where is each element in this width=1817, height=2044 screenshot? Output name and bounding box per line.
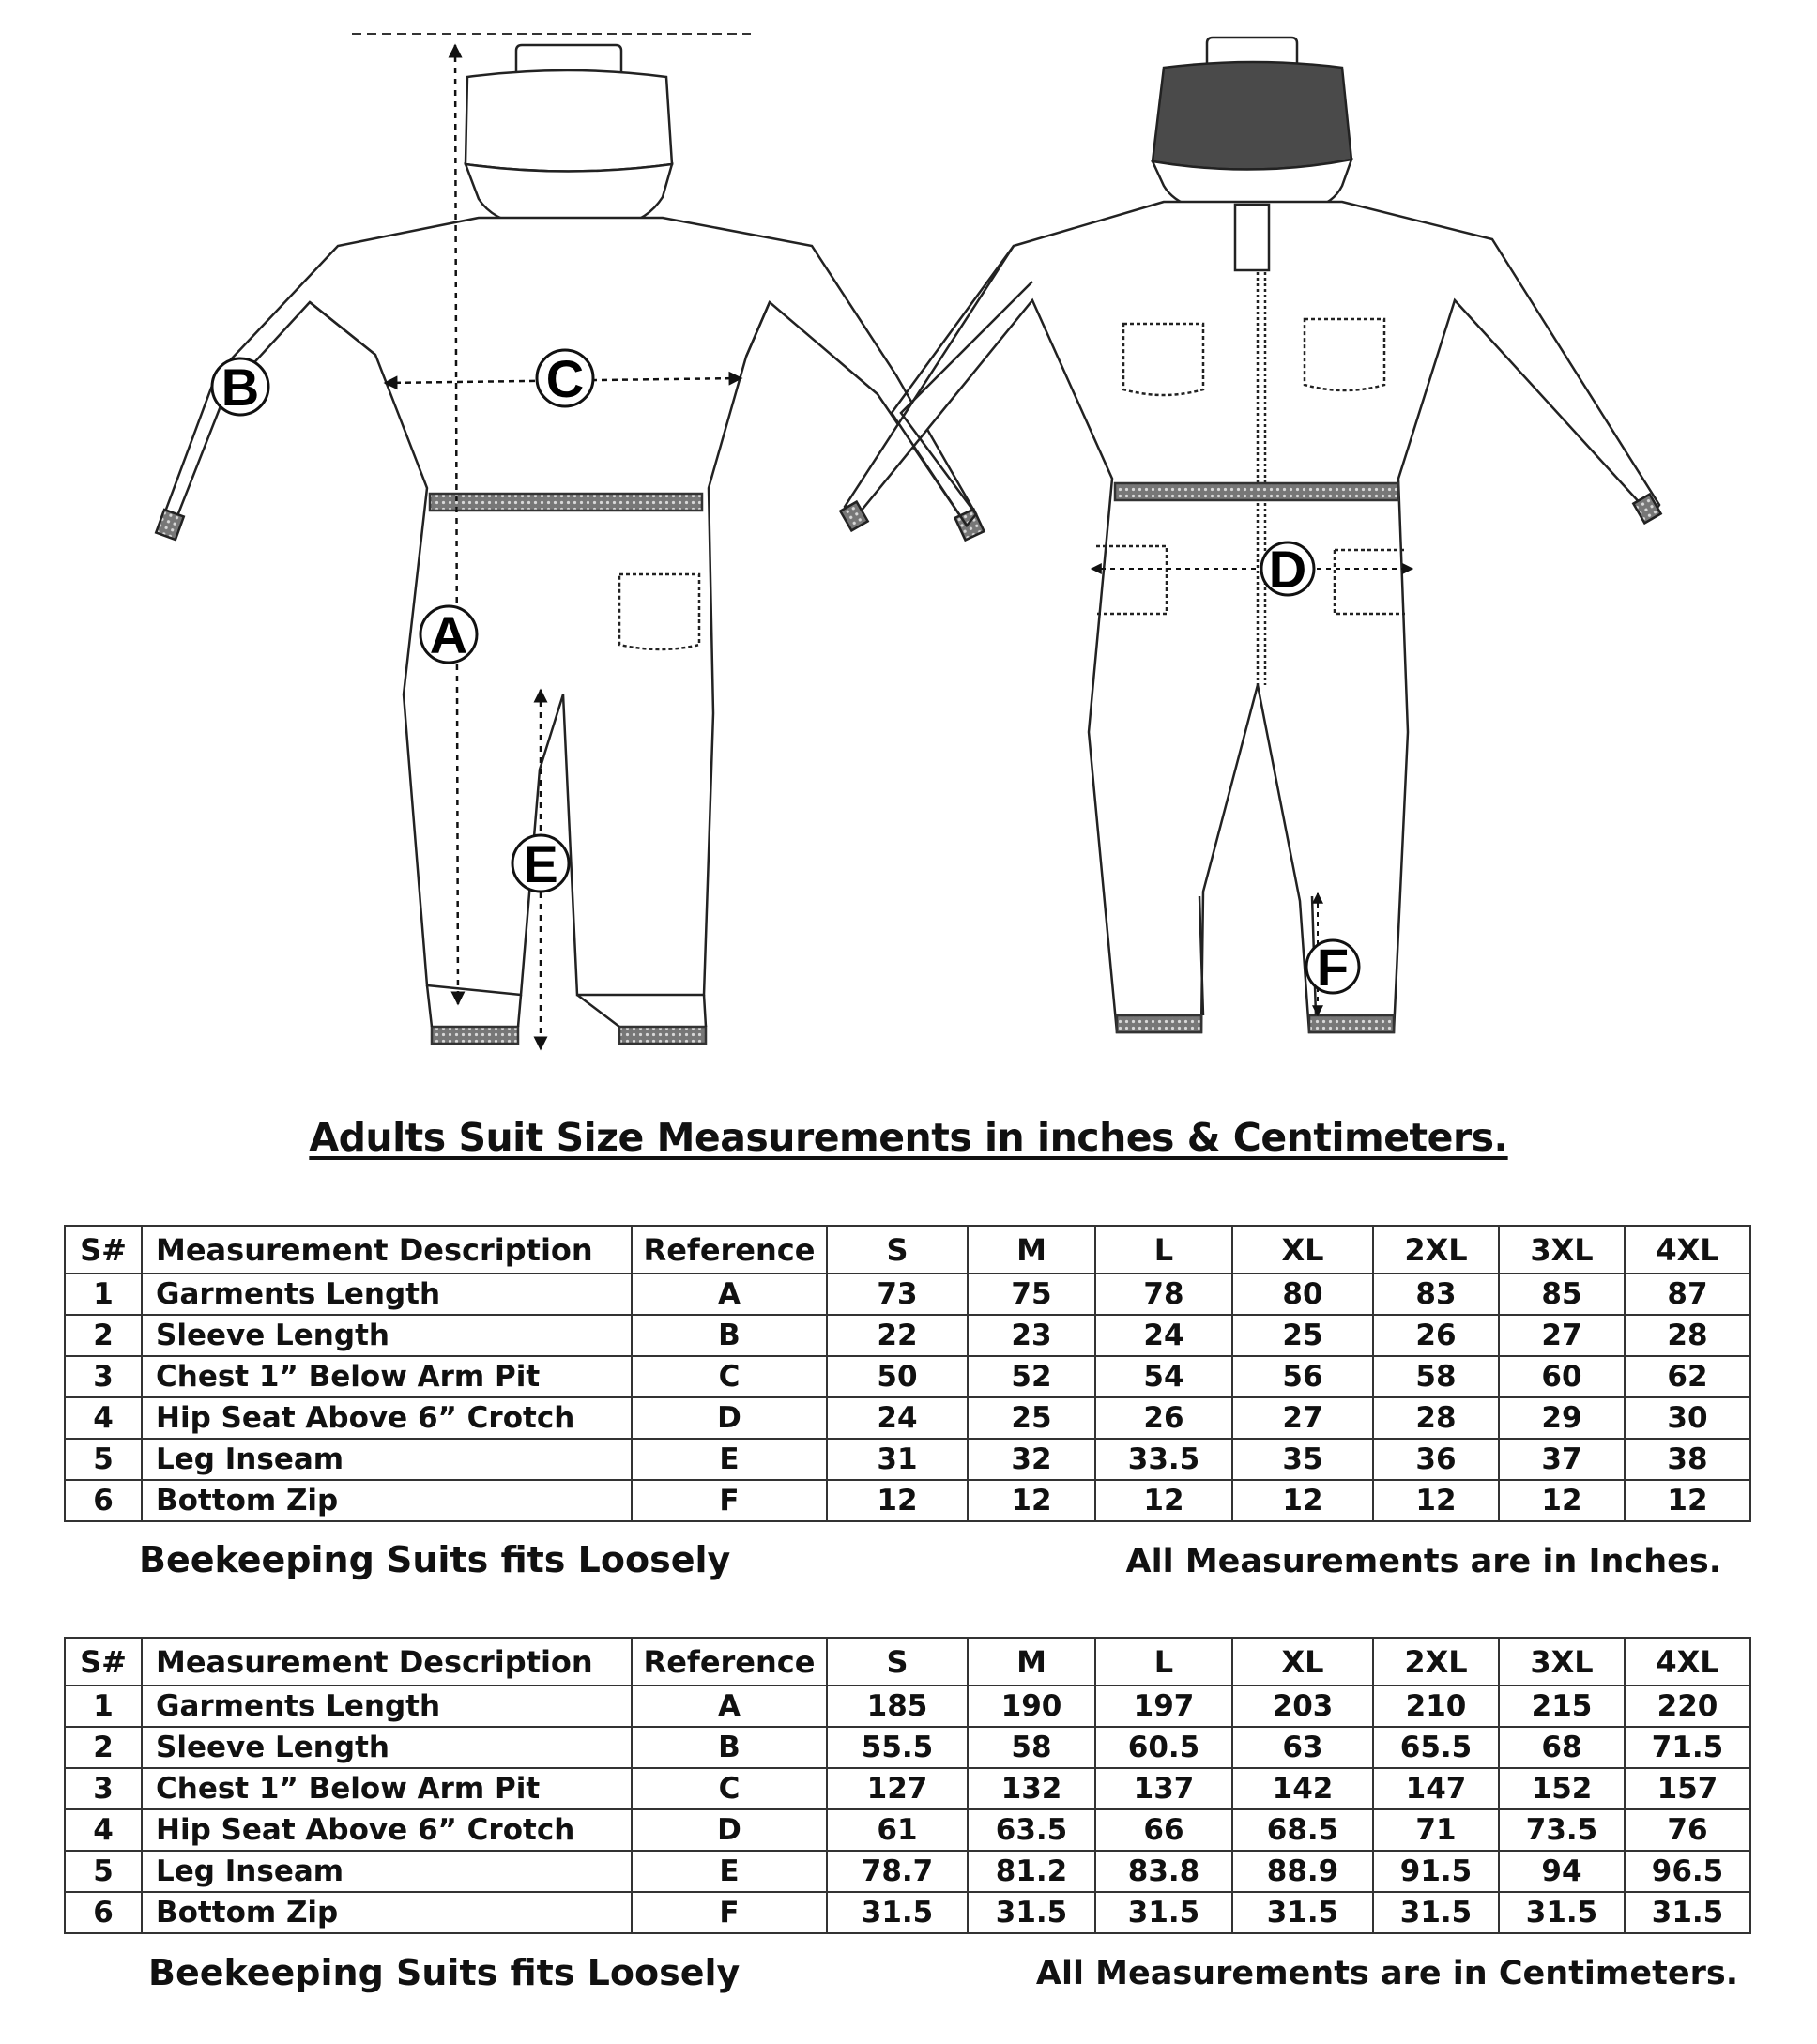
size-value-cell: 31.5 bbox=[827, 1892, 968, 1933]
size-value-cell: 96.5 bbox=[1625, 1851, 1750, 1892]
reference-cell: A bbox=[632, 1686, 827, 1727]
size-value-cell: 60.5 bbox=[1095, 1727, 1232, 1768]
size-value-cell: 83 bbox=[1373, 1274, 1499, 1315]
description-cell: Chest 1” Below Arm Pit bbox=[142, 1768, 632, 1809]
row-number-cell: 2 bbox=[65, 1315, 142, 1356]
size-value-cell: 12 bbox=[1095, 1480, 1232, 1521]
size-value-cell: 55.5 bbox=[827, 1727, 968, 1768]
table-row bbox=[65, 1727, 1750, 1768]
column-header: S bbox=[827, 1226, 968, 1274]
size-value-cell: 71 bbox=[1373, 1809, 1499, 1851]
description-cell: Hip Seat Above 6” Crotch bbox=[142, 1397, 632, 1439]
reference-cell: F bbox=[632, 1480, 827, 1521]
size-value-cell: 33.5 bbox=[1095, 1439, 1232, 1480]
svg-text:C: C bbox=[545, 349, 585, 408]
size-value-cell: 88.9 bbox=[1232, 1851, 1373, 1892]
row-number-cell: 3 bbox=[65, 1356, 142, 1397]
column-header: 3XL bbox=[1499, 1638, 1625, 1686]
size-value-cell: 36 bbox=[1373, 1439, 1499, 1480]
size-value-cell: 210 bbox=[1373, 1686, 1499, 1727]
column-header: M bbox=[968, 1638, 1095, 1686]
size-value-cell: 78 bbox=[1095, 1274, 1232, 1315]
reference-cell: D bbox=[632, 1397, 827, 1439]
size-value-cell: 147 bbox=[1373, 1768, 1499, 1809]
row-number-cell: 1 bbox=[65, 1686, 142, 1727]
column-header: 4XL bbox=[1625, 1638, 1750, 1686]
size-value-cell: 85 bbox=[1499, 1274, 1625, 1315]
size-value-cell: 58 bbox=[968, 1727, 1095, 1768]
svg-text:F: F bbox=[1316, 938, 1350, 997]
table-row bbox=[65, 1439, 1750, 1480]
size-value-cell: 60 bbox=[1499, 1356, 1625, 1397]
reference-cell: A bbox=[632, 1274, 827, 1315]
size-value-cell: 142 bbox=[1232, 1768, 1373, 1809]
column-header: S# bbox=[65, 1638, 142, 1686]
size-table-centimeters bbox=[64, 1637, 1751, 1934]
size-table-inches bbox=[64, 1225, 1751, 1522]
size-value-cell: 94 bbox=[1499, 1851, 1625, 1892]
size-value-cell: 68 bbox=[1499, 1727, 1625, 1768]
fit-note: Beekeeping Suits fits Loosely bbox=[139, 1539, 731, 1580]
size-value-cell: 127 bbox=[827, 1768, 968, 1809]
size-value-cell: 83.8 bbox=[1095, 1851, 1232, 1892]
size-value-cell: 73 bbox=[827, 1274, 968, 1315]
suit-back-view bbox=[156, 34, 984, 1044]
size-value-cell: 66 bbox=[1095, 1809, 1232, 1851]
size-value-cell: 28 bbox=[1373, 1397, 1499, 1439]
size-value-cell: 63.5 bbox=[968, 1809, 1095, 1851]
size-value-cell: 23 bbox=[968, 1315, 1095, 1356]
svg-text:D: D bbox=[1268, 540, 1307, 599]
description-cell: Bottom Zip bbox=[142, 1892, 632, 1933]
reference-cell: E bbox=[632, 1439, 827, 1480]
reference-cell: F bbox=[632, 1892, 827, 1933]
size-value-cell: 87 bbox=[1625, 1274, 1750, 1315]
size-value-cell: 35 bbox=[1232, 1439, 1373, 1480]
size-value-cell: 31 bbox=[827, 1439, 968, 1480]
size-value-cell: 75 bbox=[968, 1274, 1095, 1315]
size-value-cell: 31.5 bbox=[968, 1892, 1095, 1933]
table-row bbox=[65, 1315, 1750, 1356]
description-cell: Sleeve Length bbox=[142, 1727, 632, 1768]
description-cell: Bottom Zip bbox=[142, 1480, 632, 1521]
table-row bbox=[65, 1809, 1750, 1851]
size-value-cell: 50 bbox=[827, 1356, 968, 1397]
unit-note: All Measurements are in Inches. bbox=[1125, 1543, 1721, 1580]
size-value-cell: 197 bbox=[1095, 1686, 1232, 1727]
size-value-cell: 71.5 bbox=[1625, 1727, 1750, 1768]
column-header: M bbox=[968, 1226, 1095, 1274]
table-row bbox=[65, 1892, 1750, 1933]
size-value-cell: 12 bbox=[968, 1480, 1095, 1521]
page-title: Adults Suit Size Measurements in inches & Centimeters. bbox=[309, 1115, 1508, 1160]
row-number-cell: 4 bbox=[65, 1809, 142, 1851]
reference-cell: C bbox=[632, 1356, 827, 1397]
table-body bbox=[65, 1274, 1750, 1521]
size-value-cell: 215 bbox=[1499, 1686, 1625, 1727]
column-header: Measurement Description bbox=[142, 1638, 632, 1686]
table-row bbox=[65, 1356, 1750, 1397]
svg-text:E: E bbox=[523, 834, 558, 893]
row-number-cell: 6 bbox=[65, 1892, 142, 1933]
row-number-cell: 2 bbox=[65, 1727, 142, 1768]
size-value-cell: 63 bbox=[1232, 1727, 1373, 1768]
size-value-cell: 137 bbox=[1095, 1768, 1232, 1809]
reference-cell: B bbox=[632, 1315, 827, 1356]
reference-label-d bbox=[1261, 540, 1314, 599]
table-body bbox=[65, 1686, 1750, 1933]
column-header: Reference bbox=[632, 1638, 827, 1686]
column-header: XL bbox=[1232, 1638, 1373, 1686]
reference-label-a bbox=[420, 605, 477, 664]
size-value-cell: 190 bbox=[968, 1686, 1095, 1727]
size-value-cell: 22 bbox=[827, 1315, 968, 1356]
column-header: S# bbox=[65, 1226, 142, 1274]
size-value-cell: 31.5 bbox=[1625, 1892, 1750, 1933]
size-value-cell: 91.5 bbox=[1373, 1851, 1499, 1892]
size-value-cell: 25 bbox=[1232, 1315, 1373, 1356]
column-header: S bbox=[827, 1638, 968, 1686]
size-value-cell: 157 bbox=[1625, 1768, 1750, 1809]
reference-label-e bbox=[512, 834, 569, 893]
size-value-cell: 38 bbox=[1625, 1439, 1750, 1480]
description-cell: Leg Inseam bbox=[142, 1851, 632, 1892]
size-value-cell: 26 bbox=[1095, 1397, 1232, 1439]
svg-text:B: B bbox=[221, 358, 260, 417]
table-row bbox=[65, 1768, 1750, 1809]
size-value-cell: 12 bbox=[827, 1480, 968, 1521]
column-header: L bbox=[1095, 1226, 1232, 1274]
size-value-cell: 68.5 bbox=[1232, 1809, 1373, 1851]
column-header: L bbox=[1095, 1638, 1232, 1686]
reference-cell: C bbox=[632, 1768, 827, 1809]
reference-label-b bbox=[212, 358, 268, 417]
description-cell: Garments Length bbox=[142, 1274, 632, 1315]
size-value-cell: 61 bbox=[827, 1809, 968, 1851]
size-value-cell: 52 bbox=[968, 1356, 1095, 1397]
column-header: Reference bbox=[632, 1226, 827, 1274]
size-value-cell: 30 bbox=[1625, 1397, 1750, 1439]
table-header-row bbox=[65, 1638, 1750, 1686]
column-header: 2XL bbox=[1373, 1226, 1499, 1274]
size-value-cell: 28 bbox=[1625, 1315, 1750, 1356]
size-value-cell: 37 bbox=[1499, 1439, 1625, 1480]
size-value-cell: 31.5 bbox=[1499, 1892, 1625, 1933]
size-value-cell: 27 bbox=[1232, 1397, 1373, 1439]
description-cell: Leg Inseam bbox=[142, 1439, 632, 1480]
row-number-cell: 5 bbox=[65, 1439, 142, 1480]
size-value-cell: 12 bbox=[1625, 1480, 1750, 1521]
size-value-cell: 185 bbox=[827, 1686, 968, 1727]
description-cell: Sleeve Length bbox=[142, 1315, 632, 1356]
row-number-cell: 4 bbox=[65, 1397, 142, 1439]
size-value-cell: 56 bbox=[1232, 1356, 1373, 1397]
size-value-cell: 65.5 bbox=[1373, 1727, 1499, 1768]
size-value-cell: 25 bbox=[968, 1397, 1095, 1439]
size-value-cell: 78.7 bbox=[827, 1851, 968, 1892]
description-cell: Hip Seat Above 6” Crotch bbox=[142, 1809, 632, 1851]
size-value-cell: 27 bbox=[1499, 1315, 1625, 1356]
reference-cell: D bbox=[632, 1809, 827, 1851]
size-value-cell: 76 bbox=[1625, 1809, 1750, 1851]
column-header: 4XL bbox=[1625, 1226, 1750, 1274]
reference-cell: B bbox=[632, 1727, 827, 1768]
size-value-cell: 31.5 bbox=[1095, 1892, 1232, 1933]
size-value-cell: 81.2 bbox=[968, 1851, 1095, 1892]
size-value-cell: 62 bbox=[1625, 1356, 1750, 1397]
column-header: 3XL bbox=[1499, 1226, 1625, 1274]
unit-note: All Measurements are in Centimeters. bbox=[1035, 1955, 1738, 1992]
size-value-cell: 24 bbox=[827, 1397, 968, 1439]
fit-note: Beekeeping Suits fits Loosely bbox=[148, 1952, 741, 1993]
size-value-cell: 132 bbox=[968, 1768, 1095, 1809]
table-row bbox=[65, 1480, 1750, 1521]
column-header: Measurement Description bbox=[142, 1226, 632, 1274]
row-number-cell: 1 bbox=[65, 1274, 142, 1315]
size-value-cell: 54 bbox=[1095, 1356, 1232, 1397]
size-value-cell: 32 bbox=[968, 1439, 1095, 1480]
row-number-cell: 3 bbox=[65, 1768, 142, 1809]
size-value-cell: 24 bbox=[1095, 1315, 1232, 1356]
row-number-cell: 6 bbox=[65, 1480, 142, 1521]
size-value-cell: 203 bbox=[1232, 1686, 1373, 1727]
size-value-cell: 220 bbox=[1625, 1686, 1750, 1727]
column-header: XL bbox=[1232, 1226, 1373, 1274]
size-value-cell: 31.5 bbox=[1232, 1892, 1373, 1933]
size-value-cell: 12 bbox=[1499, 1480, 1625, 1521]
table-row bbox=[65, 1686, 1750, 1727]
reference-label-c bbox=[537, 349, 593, 408]
row-number-cell: 5 bbox=[65, 1851, 142, 1892]
size-value-cell: 31.5 bbox=[1373, 1892, 1499, 1933]
table-row bbox=[65, 1274, 1750, 1315]
description-cell: Chest 1” Below Arm Pit bbox=[142, 1356, 632, 1397]
size-value-cell: 73.5 bbox=[1499, 1809, 1625, 1851]
table-row bbox=[65, 1851, 1750, 1892]
size-value-cell: 26 bbox=[1373, 1315, 1499, 1356]
column-header: 2XL bbox=[1373, 1638, 1499, 1686]
svg-text:A: A bbox=[429, 605, 468, 664]
size-value-cell: 29 bbox=[1499, 1397, 1625, 1439]
size-value-cell: 152 bbox=[1499, 1768, 1625, 1809]
size-value-cell: 80 bbox=[1232, 1274, 1373, 1315]
description-cell: Garments Length bbox=[142, 1686, 632, 1727]
size-value-cell: 12 bbox=[1373, 1480, 1499, 1521]
table-row bbox=[65, 1397, 1750, 1439]
size-value-cell: 12 bbox=[1232, 1480, 1373, 1521]
table-header-row bbox=[65, 1226, 1750, 1274]
size-value-cell: 58 bbox=[1373, 1356, 1499, 1397]
reference-cell: E bbox=[632, 1851, 827, 1892]
